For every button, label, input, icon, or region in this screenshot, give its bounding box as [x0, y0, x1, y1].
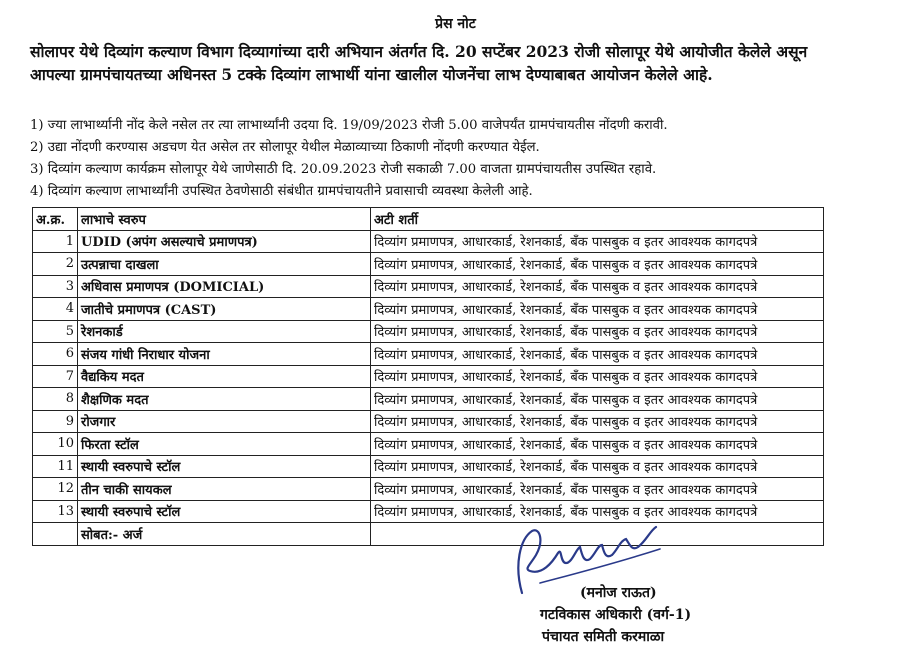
- row-serial: 5: [33, 320, 78, 343]
- table-row: [33, 433, 824, 456]
- row-serial: 4: [33, 298, 78, 321]
- row-conditions: दिव्यांग प्रमाणपत्र, आधारकार्ड, रेशनकार्ड, बँक पासबुक व इतर आवश्यक कागदपत्रे: [371, 478, 824, 501]
- row-benefit: रेशनकार्ड: [78, 320, 371, 343]
- row-benefit: तीन चाकी सायकल: [78, 478, 371, 501]
- row-benefit: स्थायी स्वरुपाचे स्टॉल: [78, 455, 371, 478]
- row-conditions: दिव्यांग प्रमाणपत्र, आधारकार्ड, रेशनकार्ड, बँक पासबुक व इतर आवश्यक कागदपत्रे: [371, 433, 824, 456]
- footer-empty-cell: [33, 523, 78, 546]
- instruction-item: 3) दिव्यांग कल्याण कार्यक्रम सोलापूर येथे जाणेसाठी दि. 20.09.2023 रोजी सकाळी 7.00 वाजता ग्रामपंचायतीस उपस्थित रहावे.: [30, 162, 657, 177]
- row-conditions: दिव्यांग प्रमाणपत्र, आधारकार्ड, रेशनकार्ड, बँक पासबुक व इतर आवश्यक कागदपत्रे: [371, 500, 824, 523]
- table-row: [33, 500, 824, 523]
- table-row: [33, 388, 824, 411]
- table-row: [33, 275, 824, 298]
- row-conditions: दिव्यांग प्रमाणपत्र, आधारकार्ड, रेशनकार्ड, बँक पासबुक व इतर आवश्यक कागदपत्रे: [371, 230, 824, 253]
- row-conditions: दिव्यांग प्रमाणपत्र, आधारकार्ड, रेशनकार्ड, बँक पासबुक व इतर आवश्यक कागदपत्रे: [371, 275, 824, 298]
- table-header-row: [33, 208, 824, 231]
- page-title: प्रेस नोट: [435, 16, 476, 32]
- instruction-item: 1) ज्या लाभार्थ्यानी नोंद केले नसेल तर त्या लाभार्थ्यांनी उदया दि. 19/09/2023 रोजी 5.00 वाजेपर्यंत ग्रामपंचायतीस नोंदणी करावी.: [30, 118, 668, 133]
- table-row: [33, 365, 824, 388]
- row-serial: 9: [33, 410, 78, 433]
- row-serial: 3: [33, 275, 78, 298]
- row-benefit: UDID (अपंग असल्याचे प्रमाणपत्र): [78, 230, 371, 253]
- row-serial: 10: [33, 433, 78, 456]
- table-row: [33, 253, 824, 276]
- table-row: [33, 455, 824, 478]
- instruction-item: 4) दिव्यांग कल्याण लाभार्थ्यांनी उपस्थित ठेवणेसाठी संबंधीत ग्रामपंचायतीने प्रवासाची व्यवस्था केलेली आहे.: [30, 184, 533, 199]
- row-conditions: दिव्यांग प्रमाणपत्र, आधारकार्ड, रेशनकार्ड, बँक पासबुक व इतर आवश्यक कागदपत्रे: [371, 365, 824, 388]
- row-conditions: दिव्यांग प्रमाणपत्र, आधारकार्ड, रेशनकार्ड, बँक पासबुक व इतर आवश्यक कागदपत्रे: [371, 298, 824, 321]
- row-serial: 13: [33, 500, 78, 523]
- attachment-note: सोबत:- अर्ज: [78, 523, 371, 546]
- row-serial: 8: [33, 388, 78, 411]
- table-row: [33, 230, 824, 253]
- signatory-designation: गटविकास अधिकारी (वर्ग-1): [540, 607, 692, 623]
- row-benefit: जातीचे प्रमाणपत्र (CAST): [78, 298, 371, 321]
- intro-line-1: सोलापर येथे दिव्यांग कल्याण विभाग दिव्यागांच्या दारी अभियान अंतर्गत दि. 20 सप्टेंबर 2023 रोजी सोलापूर येथे आयोजीत केलेले असून: [30, 42, 808, 61]
- signatory-block: [540, 582, 691, 648]
- row-benefit: वैद्यकिय मदत: [78, 365, 371, 388]
- row-conditions: दिव्यांग प्रमाणपत्र, आधारकार्ड, रेशनकार्ड, बँक पासबुक व इतर आवश्यक कागदपत्रे: [371, 410, 824, 433]
- signatory-office: पंचायत समिती करमाळा: [542, 629, 665, 645]
- row-benefit: रोजगार: [78, 410, 371, 433]
- header-benefit: लाभाचे स्वरुप: [78, 208, 371, 231]
- row-benefit: फिरता स्टॉल: [78, 433, 371, 456]
- row-serial: 2: [33, 253, 78, 276]
- row-serial: 6: [33, 343, 78, 366]
- row-benefit: उत्पन्नाचा दाखला: [78, 253, 371, 276]
- row-conditions: दिव्यांग प्रमाणपत्र, आधारकार्ड, रेशनकार्ड, बँक पासबुक व इतर आवश्यक कागदपत्रे: [371, 253, 824, 276]
- instruction-item: 2) उद्या नोंदणी करण्यास अडचण येत असेल तर सोलापूर येथील मेळाव्याच्या ठिकाणी नोंदणी करण्यात येईल.: [30, 140, 540, 155]
- row-serial: 11: [33, 455, 78, 478]
- header-serial: अ.क्र.: [33, 208, 78, 231]
- row-benefit: संजय गांधी निराधार योजना: [78, 343, 371, 366]
- intro-line-2: आपल्या ग्रामपंचायतच्या अधिनस्त 5 टक्के दिव्यांग लाभार्थी यांना खालील योजनेंचा लाभ देण्याबाबत आयोजन केलेले आहे.: [30, 65, 713, 84]
- table-row: [33, 343, 824, 366]
- table-row: [33, 410, 824, 433]
- row-benefit: शैक्षणिक मदत: [78, 388, 371, 411]
- row-serial: 7: [33, 365, 78, 388]
- table-footer-row: [33, 523, 824, 546]
- benefits-table: [32, 207, 824, 546]
- row-benefit: अधिवास प्रमाणपत्र (DOMICIAL): [78, 275, 371, 298]
- row-benefit: स्थायी स्वरुपाचे स्टॉल: [78, 500, 371, 523]
- intro-paragraph: [30, 40, 890, 86]
- table-row: [33, 478, 824, 501]
- table-row: [33, 298, 824, 321]
- header-conditions: अटी शर्ती: [371, 208, 824, 231]
- row-conditions: दिव्यांग प्रमाणपत्र, आधारकार्ड, रेशनकार्ड, बँक पासबुक व इतर आवश्यक कागदपत्रे: [371, 320, 824, 343]
- row-conditions: दिव्यांग प्रमाणपत्र, आधारकार्ड, रेशनकार्ड, बँक पासबुक व इतर आवश्यक कागदपत्रे: [371, 388, 824, 411]
- row-conditions: दिव्यांग प्रमाणपत्र, आधारकार्ड, रेशनकार्ड, बँक पासबुक व इतर आवश्यक कागदपत्रे: [371, 455, 824, 478]
- row-serial: 12: [33, 478, 78, 501]
- row-serial: 1: [33, 230, 78, 253]
- row-conditions: दिव्यांग प्रमाणपत्र, आधारकार्ड, रेशनकार्ड, बँक पासबुक व इतर आवश्यक कागदपत्रे: [371, 343, 824, 366]
- signatory-name: (मनोज राऊत): [580, 585, 657, 601]
- table-row: [33, 320, 824, 343]
- instruction-list: [30, 115, 890, 203]
